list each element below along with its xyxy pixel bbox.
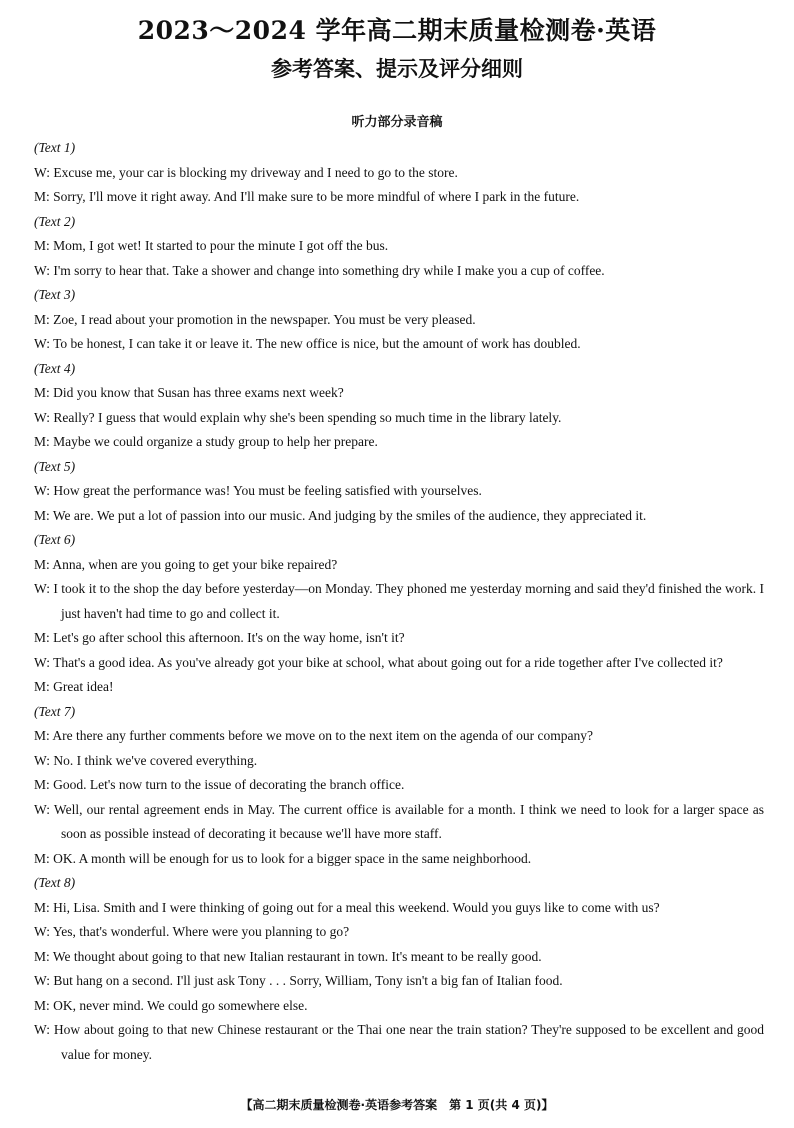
- dialogue-line: M: Good. Let's now turn to the issue of decorating the branch office.: [34, 777, 405, 792]
- page-subtitle: 参考答案、提示及评分细则: [271, 57, 523, 81]
- dialogue-line: W: But hang on a second. I'll just ask Tony . . . Sorry, William, Tony isn't a big fan of Italian food.: [34, 973, 563, 988]
- dialogue-line: W: Well, our rental agreement ends in May. The current office is available for a month. I think we need to look for a larger space as soon as possible instead of decorating it because we'll have more staff.: [34, 801, 764, 841]
- dialogue-line: W: To be honest, I can take it or leave it. The new office is nice, but the amount of work has doubled.: [34, 336, 581, 351]
- dialogue-line: M: We thought about going to that new Italian restaurant in town. It's meant to be really good.: [34, 948, 542, 964]
- dialogue-line: M: Great idea!: [34, 679, 114, 694]
- dialogue-line: M: Did you know that Susan has three exams next week?: [34, 385, 344, 400]
- dialogue-line: W: Really? I guess that would explain why she's been spending so much time in the library lately.: [34, 409, 562, 425]
- dialogue-line: W: How about going to that new Chinese restaurant or the Thai one near the train station? They're supposed to be excellent and good value for money.: [34, 1022, 764, 1062]
- dialogue-line: M: Maybe we could organize a study group to help her prepare.: [34, 434, 378, 449]
- text-number-label: (Text 5): [34, 458, 76, 474]
- dialogue-line: M: OK, never mind. We could go somewhere else.: [34, 997, 308, 1013]
- text-number-label: (Text 8): [34, 875, 76, 890]
- text-number-label: (Text 4): [34, 360, 76, 376]
- dialogue-line: M: Are there any further comments before we move on to the next item on the agenda of our company?: [34, 728, 593, 743]
- dialogue-line: M: Sorry, I'll move it right away. And I'll make sure to be more mindful of where I park in the future.: [34, 189, 580, 204]
- text-number-label: (Text 3): [34, 287, 76, 302]
- text-number-label: (Text 6): [34, 532, 76, 547]
- dialogue-line: W: I'm sorry to hear that. Take a shower and change into something dry while I make you a cup of coffee.: [34, 262, 605, 278]
- dialogue-line: W: I took it to the shop the day before yesterday—on Monday. They phoned me yesterday morning and said they'd finished the work. I just haven't had time to go and collect it.: [34, 581, 764, 621]
- dialogue-line: M: Hi, Lisa. Smith and I were thinking of going out for a meal this weekend. Would you guys like to come with us?: [34, 899, 660, 915]
- page-footer: 【高二期末质量检测卷·英语参考答案 第 1 页(共 4 页)】: [240, 1098, 554, 1112]
- text-number-label: (Text 1): [34, 140, 76, 155]
- listening-transcript: [34, 136, 764, 1067]
- dialogue-line: W: No. I think we've covered everything.: [34, 752, 258, 768]
- dialogue-line: M: Let's go after school this afternoon. It's on the way home, isn't it?: [34, 630, 405, 645]
- section-heading: 听力部分录音稿: [351, 115, 443, 130]
- dialogue-line: W: That's a good idea. As you've already got your bike at school, what about going out for a ride together after I've collected it?: [34, 654, 723, 670]
- dialogue-line: M: Mom, I got wet! It started to pour the minute I got off the bus.: [34, 238, 389, 253]
- text-number-label: (Text 7): [34, 703, 76, 719]
- dialogue-line: M: Anna, when are you going to get your bike repaired?: [34, 556, 338, 572]
- page-title: 2023～2024 学年高二期末质量检测卷·英语: [137, 16, 657, 45]
- dialogue-line: M: OK. A month will be enough for us to look for a bigger space in the same neighborhood.: [34, 850, 532, 866]
- dialogue-line: W: Excuse me, your car is blocking my driveway and I need to go to the store.: [34, 164, 458, 180]
- dialogue-line: M: Zoe, I read about your promotion in the newspaper. You must be very pleased.: [34, 311, 476, 327]
- dialogue-line: W: Yes, that's wonderful. Where were you planning to go?: [34, 924, 350, 939]
- dialogue-line: M: We are. We put a lot of passion into our music. And judging by the smiles of the audience, they appreciated it.: [34, 507, 647, 523]
- dialogue-line: W: How great the performance was! You must be feeling satisfied with yourselves.: [34, 483, 482, 498]
- text-number-label: (Text 2): [34, 213, 76, 229]
